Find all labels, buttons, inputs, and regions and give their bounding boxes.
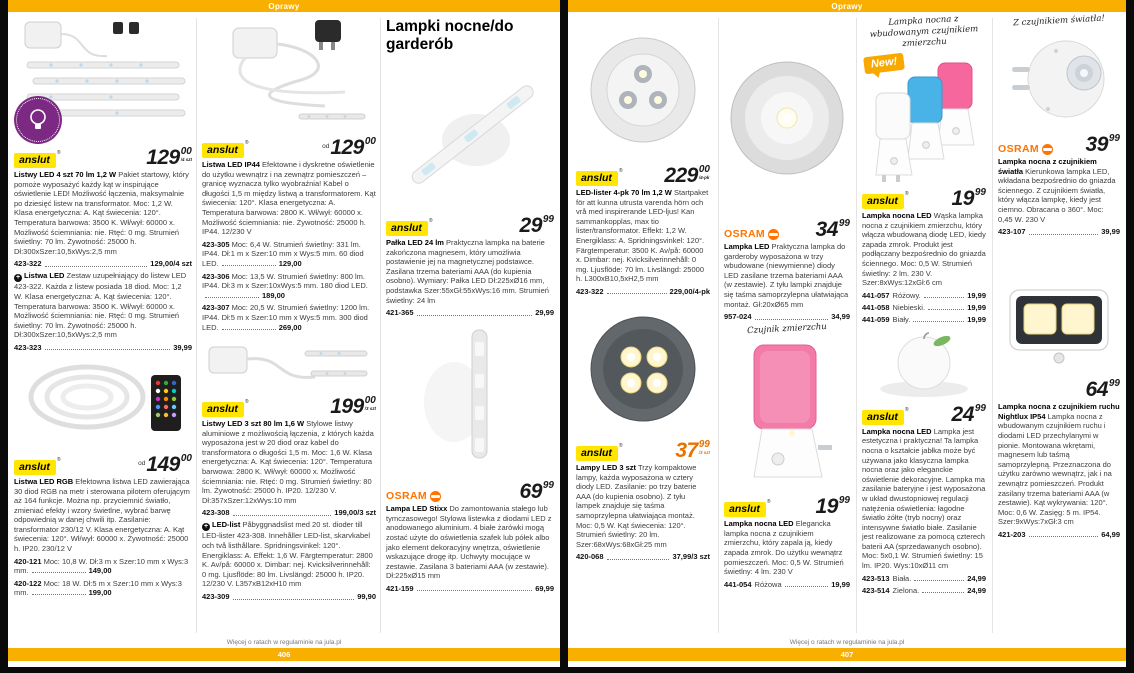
registered-mark: ® bbox=[904, 191, 909, 197]
dot-leader bbox=[417, 315, 533, 316]
product-image-rotating-nightlight bbox=[998, 27, 1120, 131]
new-badge: New! bbox=[863, 53, 905, 75]
page-header-label: Oprawy bbox=[831, 1, 863, 11]
product-description: Lampka nocna LED Wąska lampka nocna z czujnikiem zmierzchu, który włącza wbudowaną diodę LED, kiedy zapada zmrok. Produkt jest podłączany bezpośrednio do gniazda ściennego. Moc: 0,5 W. Strumień świetlny: 2 lm. 230 V. Szer:8xWys:12xGł:6 cm bbox=[862, 211, 986, 288]
led-wand-illustration bbox=[388, 62, 552, 210]
registered-mark: ® bbox=[244, 140, 249, 146]
product-title: Listwa LED IP44 bbox=[202, 160, 260, 169]
product-image-puck-4led bbox=[576, 299, 710, 437]
product-title: Lampka LED bbox=[724, 242, 770, 251]
product-image-osram-puck bbox=[724, 16, 850, 216]
dot-leader bbox=[928, 309, 964, 310]
product-title: Listwy LED 3 szt 80 lm 1,6 W bbox=[202, 419, 305, 429]
anslut-logo: anslut® bbox=[862, 407, 909, 425]
product-description: Lampy LED 3 szt Trzy kompaktowe lampy, każda wyposażona w cztery diody LED. Zasilanie: po trzy baterie AAA (do kupienia osobno). Z tyłu lampek znajduje się taśma samoprzylepna ułatwiająca montaż. Moc: 0,5 W. Kąt świecenia: 120°. Strumień świetlny: 20 lm. Szer:68xWys:68xGł:25 mm bbox=[576, 462, 697, 549]
sku-row: 420-122 Moc: 18 W. Dł:5 m x Szer:10 mm x Wys:3 mm. 199,00 bbox=[14, 578, 182, 598]
price: 34 99 bbox=[815, 218, 850, 241]
sku-row: 421-159 69,99 bbox=[386, 583, 554, 593]
column-divider bbox=[856, 18, 857, 633]
page-header-bar bbox=[568, 0, 1126, 12]
column-7 bbox=[998, 13, 1120, 542]
brand-price-row bbox=[14, 454, 192, 475]
registered-mark: ® bbox=[56, 456, 61, 463]
sku-row: 441-059 Biały. 19,99 bbox=[862, 314, 986, 324]
anslut-logo: anslut® bbox=[576, 168, 623, 186]
rotating-nightlight-illustration bbox=[1000, 29, 1118, 129]
brand-price-row bbox=[576, 165, 710, 186]
addon-description: + LED-list Påbyggnadslist med 20 st. dioder till LED-lister 423-308. Innehåller LED-list, skarvkabel och två listhållare. Spridningsvinkel: 120°. Energiklass: A. Effekt: 1,6 W. Färgtemperatur: 2800 K. Av/på: 60000 x. Dimbar: nej. Kvicksilverinnehåll: 0 mg. Ljusflöde: 80 lm. Livslängd: 25000 h. IP20. 12/230 V. L357xB12xH10 mm bbox=[202, 520, 373, 589]
product-image-apple-lamp bbox=[862, 327, 986, 401]
product-description: Lampka LED Praktyczna lampka do garderoby wyposażona w trzy wbudowane (niewymienne) diody LED zasilane trzema bateriami AAA (w zestawie). Z tyłu lampki znajduje się taśma samoprzylepna ułatwiająca montaż. Gł:20xØ65 mm bbox=[724, 242, 849, 309]
product-description: Listwa LED IP44 Efektowne i dyskretne oświetlenie do użytku wewnątrz i na zewnątrz pomieszczeń – granicę wyznacza tylko wyobraźnia! Kabel o długości 1,5 m między listwą a transformatorem. Kąt świecenia: 120°. Klasa energetyczna: A. Temperatura barwowa: 2800 K. Wł/wył: 60000 x. Możliwość ściemniania: nie. Żywotność: 25000 h. IP44. 12/230 V bbox=[202, 160, 376, 237]
product-description: LED-lister 4-pk 70 lm 1,2 W Startpaket för att kunna utrusta varenda hörn och vrå med inspirerande LED-ljus! Kan sammankopplas, max tio lister/transformator. Effekt: 1,2 W. Energiklass: A. Spridningsvinkel: 120°. Färgtemperatur: 3500 K. Av/på: 60000 x. Dimbar: nej. Kvicksilverinnehåll: 0 mg. Ljusflöde: 70 lm. Livslängd: 25000 h. L300xB10,5xH2,5 mm bbox=[576, 188, 709, 284]
brand-price-row bbox=[576, 440, 710, 461]
promo-price: 37 99 /3 szt bbox=[675, 438, 710, 462]
product-title: Lampka nocna z czujnikiem światła bbox=[998, 157, 1097, 176]
product-image-three-nightlights bbox=[862, 49, 986, 185]
brand-price-row bbox=[998, 134, 1120, 155]
brand-price-row bbox=[862, 188, 986, 209]
dot-leader bbox=[607, 559, 670, 560]
page-left bbox=[8, 0, 560, 667]
anslut-logo: anslut® bbox=[724, 499, 771, 517]
product-title: Lampa LED Stixx bbox=[386, 504, 448, 514]
brand-price-row bbox=[386, 481, 554, 502]
handwritten-annotation: Z czujnikiem światła! bbox=[1012, 13, 1106, 29]
brand-price-row bbox=[202, 396, 376, 417]
product-image-rgb-strip bbox=[14, 355, 192, 451]
price: od 149 00 bbox=[138, 452, 192, 476]
dot-leader bbox=[233, 515, 332, 516]
dot-leader bbox=[205, 291, 259, 298]
motion-light-illustration bbox=[1000, 278, 1118, 374]
apple-lamp-illustration bbox=[864, 329, 984, 399]
sku-row: 423-514 Zielona. 24,99 bbox=[862, 585, 986, 595]
registered-mark: ® bbox=[428, 218, 433, 224]
dot-leader bbox=[45, 266, 148, 267]
led-bulb-badge bbox=[16, 98, 60, 142]
anslut-logo: anslut® bbox=[202, 140, 249, 158]
column-6 bbox=[862, 16, 986, 598]
registered-mark: ® bbox=[618, 168, 623, 174]
sku-row: 420-121 Moc: 10,8 W. Dł:3 m x Szer:10 mm x Wys:3 mm. 149,00 bbox=[14, 556, 189, 576]
product-title: Lampka nocna LED bbox=[724, 519, 794, 529]
price: 19 99 bbox=[951, 187, 986, 210]
dot-leader bbox=[1029, 536, 1099, 537]
price-row bbox=[998, 379, 1120, 400]
price: 199 00 /3 szt bbox=[330, 395, 376, 419]
brand-price-row bbox=[724, 496, 850, 517]
osram-lamp-icon bbox=[430, 491, 441, 502]
sku-row: 423-323 39,99 bbox=[14, 342, 192, 352]
product-title: Lampka nocna LED bbox=[862, 426, 932, 436]
rgb-strip-illustration bbox=[17, 357, 189, 449]
addon-description: + Listwa LED Zestaw uzupełniający do listew LED 423-322. Każda z listew posiada 18 diod. Moc: 1,2 W. Klasa energetyczna: A. Kąt świecenia: 120°. Temperatura barwowa: 3500 K. Wł/wył: 60000 x. Możliwość ściemniania: nie. Rtęć: 0 mg. Strumień świetlny: 70 lm. Żywotność: 25000 h. Dł:300xSzer:10,5xWys:2,5 mm bbox=[14, 271, 187, 340]
ip44-kit-illustration bbox=[205, 18, 373, 132]
product-title: Pałka LED 24 lm bbox=[386, 238, 444, 247]
osram-logo: OSRAM bbox=[386, 490, 441, 502]
price: 19 99 bbox=[815, 495, 850, 519]
dot-leader bbox=[222, 323, 276, 330]
price: 64 99 bbox=[1085, 378, 1120, 402]
handwritten-annotation: Lampka nocna z wbudowanym czujnikiem zmierzchu bbox=[869, 14, 979, 50]
price: 24 99 bbox=[951, 402, 986, 426]
product-description: Listwy LED 4 szt 70 lm 1,2 W Pakiet startowy, który pomoże wyposażyć każdy kąt w inspirujące oświetlenie LED! Możliwość łączenia, maksymalnie po dziesięć listew na transformator. Moc: 1,2 W. Klasa energetyczna: A. Kąt świecenia: 120°. Temperatura barwowa: 3500 K. Wł/wył: 60000 x. Możliwość ściemniania: nie. Rtęć: 0 mg. Strumień świetlny: 70 lm. Żywotność: 25000 h. Dł:300xSzer:10,5xWys:2,5 mm bbox=[14, 170, 189, 256]
anslut-logo: anslut® bbox=[386, 218, 433, 236]
product-image-ip44-kit bbox=[202, 16, 376, 134]
column-3 bbox=[386, 16, 554, 596]
column-divider bbox=[380, 18, 381, 633]
sku-row: 423-513 Biała. 24,99 bbox=[862, 573, 986, 583]
page-number: 406 bbox=[277, 650, 291, 659]
anslut-logo: anslut® bbox=[202, 399, 249, 417]
product-title: Listwy LED 4 szt 70 lm 1,2 W bbox=[14, 170, 117, 179]
sku-row: 423-107 39,99 bbox=[998, 227, 1120, 237]
product-image-adapter bbox=[202, 335, 376, 393]
price: 39 99 bbox=[1085, 133, 1120, 156]
brand-price-row bbox=[14, 147, 192, 168]
page-number-bar bbox=[568, 648, 1126, 661]
sku-row: 423-305 Moc: 6,4 W. Strumień świetlny: 331 lm. IP44. Dł:1 m x Szer:10 mm x Wys:5 mm. 60 diod LED. 129,00 bbox=[202, 239, 364, 268]
addon-title: Listwa LED bbox=[24, 271, 65, 281]
sku-row: 441-057 Różowy. 19,99 bbox=[862, 290, 986, 300]
stixx-illustration bbox=[388, 322, 552, 476]
brand-price-row bbox=[862, 404, 986, 425]
brand-price-row bbox=[386, 215, 554, 236]
product-title: Lampy LED 3 szt bbox=[576, 462, 637, 472]
price: 229 00 /4-pk bbox=[664, 164, 710, 187]
anslut-logo: anslut® bbox=[862, 191, 909, 209]
dot-leader bbox=[913, 321, 964, 322]
product-image-stixx bbox=[386, 320, 554, 478]
page-header-label: Oprawy bbox=[268, 1, 300, 11]
product-description: Listwa LED RGB Efektowna listwa LED zawierająca 30 diod RGB na metr i sterowana pilotem oferującym aż 164 funkcje. Można np. przyciemnić światło, zmieniać efekty i wzory świetlne, wybrać barwę odpowiednią w danej chwili itp. Zasilanie: transformator 230/12 V. Klasa energetyczna: A. Kąt świecenia: 120°. Wł/wył: 60000 x. Żywotność: 25000 h. IP20. 230/12 V bbox=[14, 476, 190, 554]
plus-addon-icon: + bbox=[203, 523, 209, 531]
section-title: Lampki nocne/do garderób bbox=[386, 18, 514, 53]
price: 69 99 bbox=[519, 480, 554, 504]
rates-footnote: Więcej o ratach w regulaminie na jula.pl bbox=[789, 639, 905, 646]
product-title: Listwa LED RGB bbox=[14, 476, 74, 486]
dot-leader bbox=[607, 293, 667, 294]
silver-puck-illustration bbox=[726, 18, 848, 214]
product-title: LED-lister 4-pk 70 lm 1,2 W bbox=[576, 188, 672, 197]
sku-row: 441-058 Niebieski. 19,99 bbox=[862, 302, 986, 312]
column-divider bbox=[196, 18, 197, 633]
dot-leader bbox=[233, 599, 355, 600]
anslut-logo: anslut® bbox=[14, 150, 61, 168]
sku-row: 441-054 Różowa 19,99 bbox=[724, 579, 850, 589]
column-divider bbox=[718, 18, 719, 633]
anslut-logo: anslut® bbox=[576, 443, 623, 461]
product-description: Lampka nocna z czujnikiem ruchu Nightlux IP54 Lampka nocna z wbudowanym czujnikiem ruchu i diodami LED przechylanymi w pionie. Montowana wkrętami, magnesem lub taśmą samoprzylepną. Przeznaczona do użytku zarówno wewnątrz, jak i na zewnątrz pomieszczeń. Produkt zasilany trzema bateriami AAA (w zestawie). Kąt wykrywania: 120°. Moc: 0,6 W. Zasięg: 5 m. IP54. Szer:9xWys:7xGł:3 cm bbox=[998, 402, 1120, 527]
price: 129 00 /4 szt bbox=[146, 146, 192, 169]
sku-row: 423-322 229,00/4-pk bbox=[576, 286, 710, 296]
sku-row: 423-307 Moc: 20,5 W. Strumień świetlny: 1200 lm. IP44. Dł:5 m x Szer:10 mm x Wys:5 mm. 300 diod LED. 269,00 bbox=[202, 303, 370, 332]
pink-nightlight-illustration bbox=[726, 337, 848, 491]
column-5 bbox=[724, 16, 850, 592]
page-number-bar bbox=[8, 648, 560, 661]
registered-mark: ® bbox=[904, 406, 909, 413]
page-right bbox=[568, 0, 1126, 667]
dot-leader bbox=[924, 297, 964, 298]
product-title: Lampka nocna z czujnikiem ruchu Nightlux IP54 bbox=[998, 402, 1120, 421]
dot-leader bbox=[755, 319, 829, 320]
sku-row: 423-308 199,00/3 szt bbox=[202, 508, 376, 518]
dot-leader bbox=[417, 590, 533, 591]
registered-mark: ® bbox=[766, 499, 771, 506]
dot-leader bbox=[922, 592, 964, 593]
registered-mark: ® bbox=[56, 150, 61, 156]
registered-mark: ® bbox=[618, 442, 623, 449]
adapter-illustration bbox=[205, 337, 373, 391]
dot-leader bbox=[45, 349, 171, 350]
rates-footnote: Więcej o ratach w regulaminie na jula.pl bbox=[226, 639, 342, 646]
sku-row: 957-024 34,99 bbox=[724, 312, 850, 322]
bulb-icon bbox=[28, 108, 48, 132]
dot-leader bbox=[32, 566, 86, 573]
sku-row: 421-365 29,99 bbox=[386, 308, 554, 318]
product-image-led-wand bbox=[386, 60, 554, 212]
column-2 bbox=[202, 16, 376, 604]
brand-price-row bbox=[724, 219, 850, 240]
sku-row: 420-068 37,99/3 szt bbox=[576, 552, 710, 562]
sku-row: 423-306 Moc: 13,5 W. Strumień świetlny: 800 lm. IP44. Dł:3 m x Szer:10xWys:5 mm. 180 diod LED.189,00 bbox=[202, 271, 368, 300]
product-description: Listwy LED 3 szt 80 lm 1,6 W Stylowe listwy aluminiowe z możliwością łączenia, z których każda wyposażona jest w 20 diod oraz kabel do transformatora o długości 1,5 m. Moc: 1,6 W. Klasa energetyczna: A. Kąt świecenia: 120°. Temperatura barwowa: 2800 K. Wł/wył: 60000 x. Możliwość ściemniania: nie. Rtęć: 0 mg. Strumień świetlny: 80 lm. Żywotność: 25000 h. IP20. 12/230 V. Dł:357xSzer:12xWys:10 mm bbox=[202, 419, 374, 505]
anslut-logo: anslut® bbox=[14, 457, 61, 475]
dot-leader bbox=[785, 586, 829, 587]
column-4 bbox=[576, 16, 710, 564]
dot-leader bbox=[32, 588, 86, 595]
column-1 bbox=[14, 16, 192, 601]
product-description: Lampka nocna LED Lampka jest estetyczna i praktyczna! Ta lampka nocna o kształcie jabłka może być używana jako klasyczna lampka nocna oraz jako eleganckie oświetlenie dekoracyjne. Lampka ma zasilanie bateryjne i jest wyposażona w układ dwustopniowej regulacji natężenia oświetlenia: łagodne światło żółte (tryb nocny) oraz intensywne światło białe. Zasilanie jest realizowane za pomocą czterech baterii AA (sprzedawanych osobno). Moc: 5x0,1 W. Strumień świetlny: 15 lm. IP20. Wys:10xØ11 cm bbox=[862, 426, 986, 571]
registered-mark: ® bbox=[244, 399, 249, 406]
sku-row: 423-322 129,00/4 szt bbox=[14, 259, 192, 269]
price: 29 99 bbox=[519, 214, 554, 237]
sku-row: 421-203 64,99 bbox=[998, 529, 1120, 539]
product-description: Lampka nocna z czujnikiem światła Kierunkowa lampka LED, wkładana bezpośrednio do gniazda ściennego. Z czujnikiem światła, który włącza lampkę, kiedy jest ciemno. Obracana o 360°. Moc: 0,45 W. 230 V bbox=[998, 157, 1116, 224]
price: od 129 00 bbox=[322, 136, 376, 159]
dot-leader bbox=[222, 259, 276, 266]
addon-title: LED-list bbox=[212, 520, 241, 530]
osram-lamp-icon bbox=[1042, 144, 1053, 155]
product-description: Pałka LED 24 lm Praktyczna lampka na baterie zakończona magnesem, który umożliwia postawienie jej na magnetycznej podstawce. Zasilana trzema bateriami AAA (do kupienia osobno). Wymiary: Pałka LED Dł:225xØ16 mm, podstawka Szer:55xGł:55xWys:16 mm. Strumień świetlny: 24 lm bbox=[386, 238, 549, 305]
dot-leader bbox=[914, 580, 964, 581]
product-image-puck-3led bbox=[576, 16, 710, 162]
handwritten-annotation: Czujnik zmierzchu bbox=[746, 322, 828, 337]
page-number: 407 bbox=[840, 650, 854, 659]
product-image-led-strip-kit bbox=[14, 16, 192, 144]
dot-leader bbox=[1029, 234, 1099, 235]
osram-lamp-icon bbox=[768, 229, 779, 240]
product-image-motion-light bbox=[998, 276, 1120, 376]
product-title: Lampka nocna LED bbox=[862, 211, 932, 220]
osram-logo: OSRAM bbox=[998, 143, 1053, 155]
column-divider bbox=[992, 18, 993, 633]
product-description: Lampka nocna LED Elegancka lampka nocna z czujnikiem zmierzchu, który zapala ją, kiedy zapada zmrok. Do użytku wewnątrz pomieszczeń. Moc: 0,5 W. Strumień świetlny: 4 lm. 230 V bbox=[724, 519, 844, 577]
page-header-bar bbox=[8, 0, 560, 12]
brand-price-row bbox=[202, 137, 376, 158]
puck-light-illustration bbox=[578, 18, 708, 160]
osram-logo: OSRAM bbox=[724, 228, 779, 240]
dark-puck-illustration bbox=[578, 301, 708, 435]
plus-addon-icon: + bbox=[15, 274, 21, 282]
sku-row: 423-309 99,90 bbox=[202, 592, 376, 601]
product-image-pink-nightlight bbox=[724, 335, 850, 493]
product-description: Lampa LED Stixx Do zamontowania stałego lub tymczasowego! Stylowa listewka z diodami LED z anodowanego aluminium. 4 białe żarówki mogą zostać użyte do oświetlenia szafek lub półek albo jako element dekoracyjny wnętrza, oświetlenie wskazujące drogę itp. Uchwyty mocujące w zestawie. Zasilana 3 bateriami AAA (w zestawie). Dł:225xØ15 mm bbox=[386, 504, 552, 581]
